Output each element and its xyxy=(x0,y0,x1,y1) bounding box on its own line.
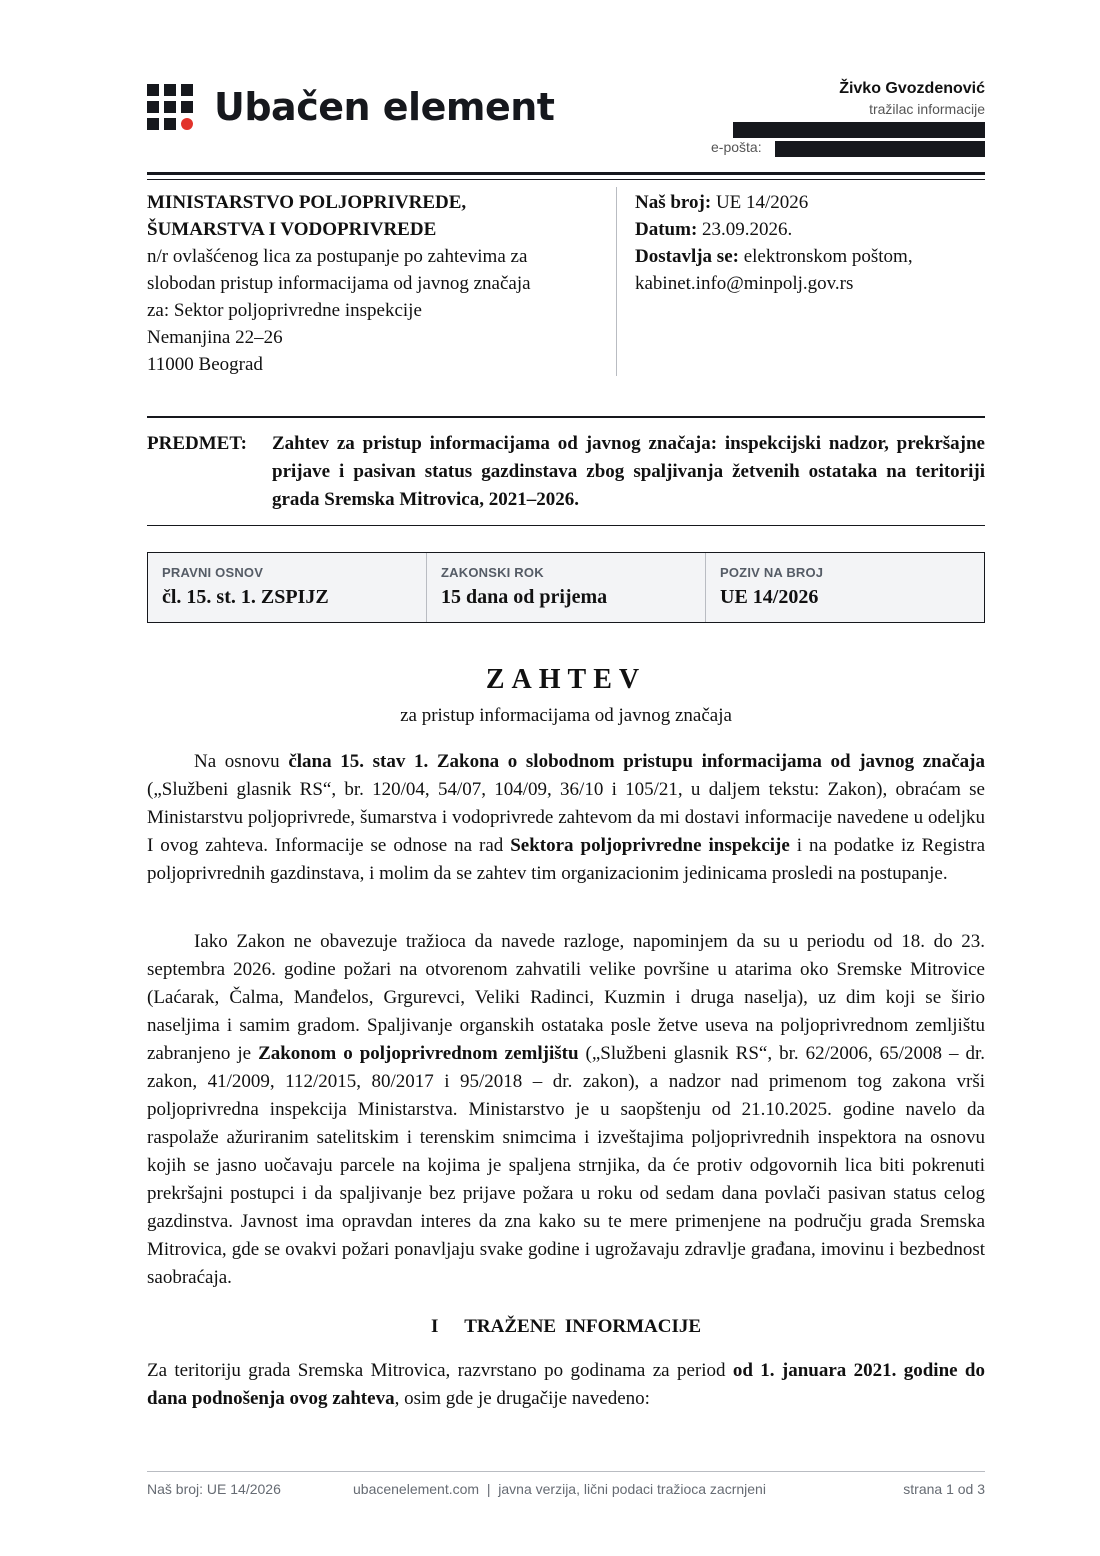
redacted-email-bar xyxy=(775,141,985,157)
meta-block xyxy=(635,189,985,297)
paragraph-1 xyxy=(147,748,985,888)
recipient-line: MINISTARSTVO POLJOPRIVREDE, xyxy=(147,192,467,213)
meta-delivery-label: Dostavlja se: xyxy=(635,246,739,267)
subject-text: Zahtev za pristup informacijama od javnog značaja: inspekcijski nadzor, prekršajne prijave i pasivan status gazdinstava zbog spaljivanja žetvenih ostataka na teritoriji grada Sremska Mitrovica, 2021–2026. xyxy=(272,433,985,510)
info-box-reference xyxy=(706,553,984,622)
requester-block xyxy=(839,79,985,119)
requester-name: Živko Gvozdenović xyxy=(839,80,985,97)
info-box-value: 15 dana od prijema xyxy=(441,586,608,608)
meta-number xyxy=(635,189,985,216)
text-run: Za teritoriju grada Sremska Mitrovica, razvrstano po godinama za period xyxy=(147,1360,733,1381)
document-title: ZAHTEV xyxy=(485,664,647,695)
address-divider xyxy=(616,187,617,376)
recipient-line: ŠUMARSTVA I VODOPRIVREDE xyxy=(147,219,437,240)
meta-date-label: Datum: xyxy=(635,219,698,240)
meta-delivery xyxy=(635,243,985,270)
info-box-value: UE 14/2026 xyxy=(720,586,819,608)
recipient-line: za: Sektor poljoprivredne inspekcije xyxy=(147,300,422,321)
subject-label: PREDMET: xyxy=(147,433,247,454)
redacted-address-bar xyxy=(733,122,985,138)
info-boxes xyxy=(147,552,985,623)
logo xyxy=(147,84,554,130)
recipient-line: slobodan pristup informacijama od javnog značaja xyxy=(147,273,531,294)
text-run-bold: Zakonom o poljoprivrednom zemljištu xyxy=(258,1043,579,1064)
info-box-value: čl. 15. st. 1. ZSPIJZ xyxy=(162,586,329,608)
subject xyxy=(147,430,985,514)
logo-grid-icon xyxy=(147,84,193,130)
meta-date xyxy=(635,216,985,243)
text-run: Iako Zakon ne obavezuje tražioca da navede razloge, napominjem da su u periodu od 18. do 23. septembra 2026. godine požari na otvorenom zahvatili velike površine u atarima oko Sremske Mitrovice (Laćarak, Čalma, Manđelos, Grgurevci, Veliki Radinci, Kuzmin i druga naselja), uz dim koji se širio naseljima i samim gradom. Spaljivanje organskih ostataka posle žetve useva na poljoprivrednom zemljištu zabranjeno je xyxy=(147,931,985,1064)
info-box-label: PRAVNI OSNOV xyxy=(162,565,264,580)
text-run: („Službeni glasnik RS“, br. 62/2006, 65/2008 – dr. zakon, 41/2009, 112/2015, 80/2017 i 95/2018 – dr. zakon), a nadzor nad primenom tog zakona vrši poljoprivredna inspekcija Ministarstva. Ministarstvo je u saopštenju od 21.10.2025. godine navelo da raspolaže ažuriranim satelitskim i terenskim snimcima i izveštajima poljoprivrednih inspektora na osnovu kojih se jasno uočavaju parcele na kojima je spaljena strnjika, da će protiv odgovornih lica biti pokrenuti prekršajni postupci i da spaljivanje bez prijave požara u roku od sedam dana povlači pasivan status celog gazdinstva. Javnost ima opravdan interes da zna kako su te mere primenjene na području grada Sremska Mitrovica, gde se ovakvi požari ponavljaju svake godine i ugrožavaju zdravlje građana, imovinu i bezbednost saobraćaja. xyxy=(147,1043,985,1288)
text-run: i na podatke iz Registra poljoprivrednih gazdinstava, i molim da se zahtev tim organizacionim jedinicama prosledi na postupanje. xyxy=(147,835,985,884)
meta-date-value: 23.09.2026. xyxy=(702,219,793,240)
footer-center: ubacenelement.com | javna verzija, lični podaci tražioca zacrnjeni xyxy=(353,1481,766,1497)
text-run-bold: od 1. januara 2021. godine do dana podnošenja ovog zahteva xyxy=(147,1360,985,1409)
subject-rule-top xyxy=(147,416,985,418)
meta-delivery-email: kabinet.info@minpolj.gov.rs xyxy=(635,273,854,294)
requester-role: tražilac informacije xyxy=(869,101,985,117)
info-box-legal-basis xyxy=(148,553,427,622)
text-run: („Službeni glasnik RS“, br. 120/04, 54/07, 104/09, 36/10 i 105/21, u daljem tekstu: Zakon), obraćam se Ministarstvu poljoprivrede, šumarstva i vodoprivrede zahtevom da mi dostavi informacije navedene u odeljku I ovog zahteva. Informacije se odnose na rad xyxy=(147,779,985,856)
text-run-bold: Sektora poljoprivredne inspekcije xyxy=(510,835,790,856)
section-intro xyxy=(147,1357,985,1413)
recipient-line: 11000 Beograd xyxy=(147,354,263,375)
info-box-label: POZIV NA BROJ xyxy=(720,565,824,580)
email-label: e-pošta: xyxy=(711,139,762,155)
info-box-deadline xyxy=(427,553,706,622)
header-rule-thin xyxy=(147,179,985,180)
paragraph-2 xyxy=(147,928,985,1292)
recipient-block xyxy=(147,189,607,378)
text-run-bold: člana 15. stav 1. Zakona o slobodnom pristupu informacijama od javnog značaja xyxy=(288,751,985,772)
footer-left: Naš broj: UE 14/2026 xyxy=(147,1481,281,1497)
section-heading: I TRAŽENE INFORMACIJE xyxy=(430,1316,702,1337)
recipient-line: Nemanjina 22–26 xyxy=(147,327,283,348)
footer-rule xyxy=(147,1471,985,1472)
recipient-line: n/r ovlašćenog lica za postupanje po zahtevima za xyxy=(147,246,528,267)
text-run: Na osnovu xyxy=(194,751,289,772)
footer-page-number: strana 1 od 3 xyxy=(903,1481,985,1497)
meta-number-value: UE 14/2026 xyxy=(715,192,809,213)
info-box-label: ZAKONSKI ROK xyxy=(441,565,544,580)
document-subtitle: za pristup informacijama od javnog značaja xyxy=(400,705,732,726)
subject-rule-bottom xyxy=(147,525,985,526)
meta-number-label: Naš broj: xyxy=(635,192,712,213)
text-run: , osim gde je drugačije navedeno: xyxy=(394,1388,650,1409)
meta-delivery-value: elektronskom poštom, xyxy=(743,246,913,267)
header-rule-thick xyxy=(147,172,985,175)
logo-text: Ubačen element xyxy=(214,85,555,129)
